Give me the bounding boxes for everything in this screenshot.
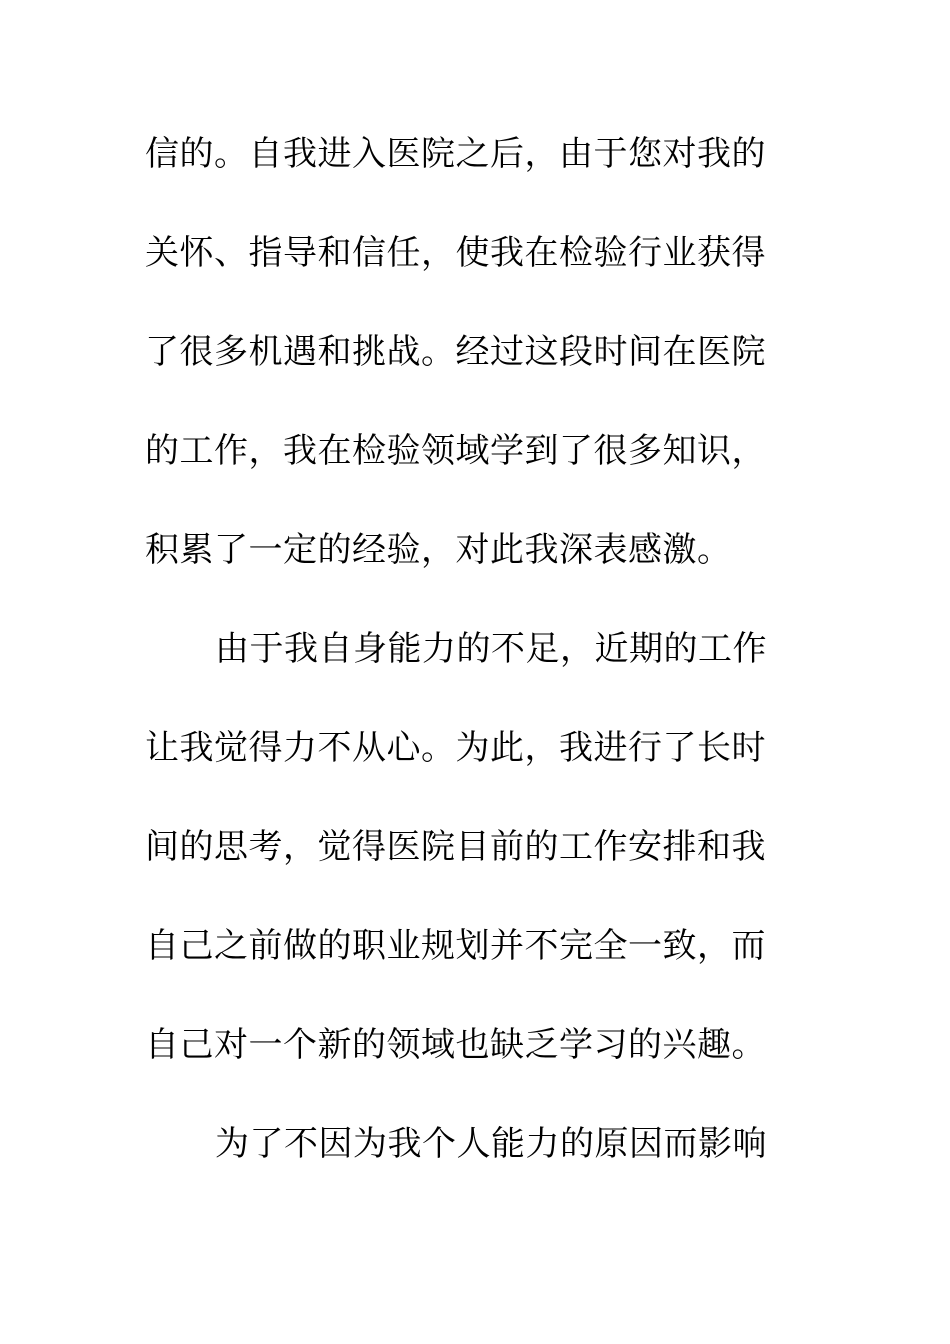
paragraph-start-line: 为了不因为我个人能力的原因而影响 <box>215 1124 767 1164</box>
text-line: 自己之前做的职业规划并不完全一致，而 <box>145 926 766 966</box>
text-line: 的工作，我在检验领域学到了很多知识， <box>145 431 766 471</box>
text-line: 信的。自我进入医院之后，由于您对我的 <box>145 134 766 174</box>
text-line: 间的思考，觉得医院目前的工作安排和我 <box>145 827 766 867</box>
body-text <box>145 124 785 1213</box>
text-line: 积累了一定的经验，对此我深表感激。 <box>145 530 732 570</box>
text-line: 自己对一个新的领域也缺乏学习的兴趣。 <box>145 1025 766 1065</box>
text-line: 关怀、指导和信任，使我在检验行业获得 <box>145 233 766 273</box>
text-line: 了很多机遇和挑战。经过这段时间在医院 <box>145 332 766 372</box>
text-line: 让我觉得力不从心。为此，我进行了长时 <box>145 728 766 768</box>
paragraph-start-line: 由于我自身能力的不足，近期的工作 <box>215 629 767 669</box>
